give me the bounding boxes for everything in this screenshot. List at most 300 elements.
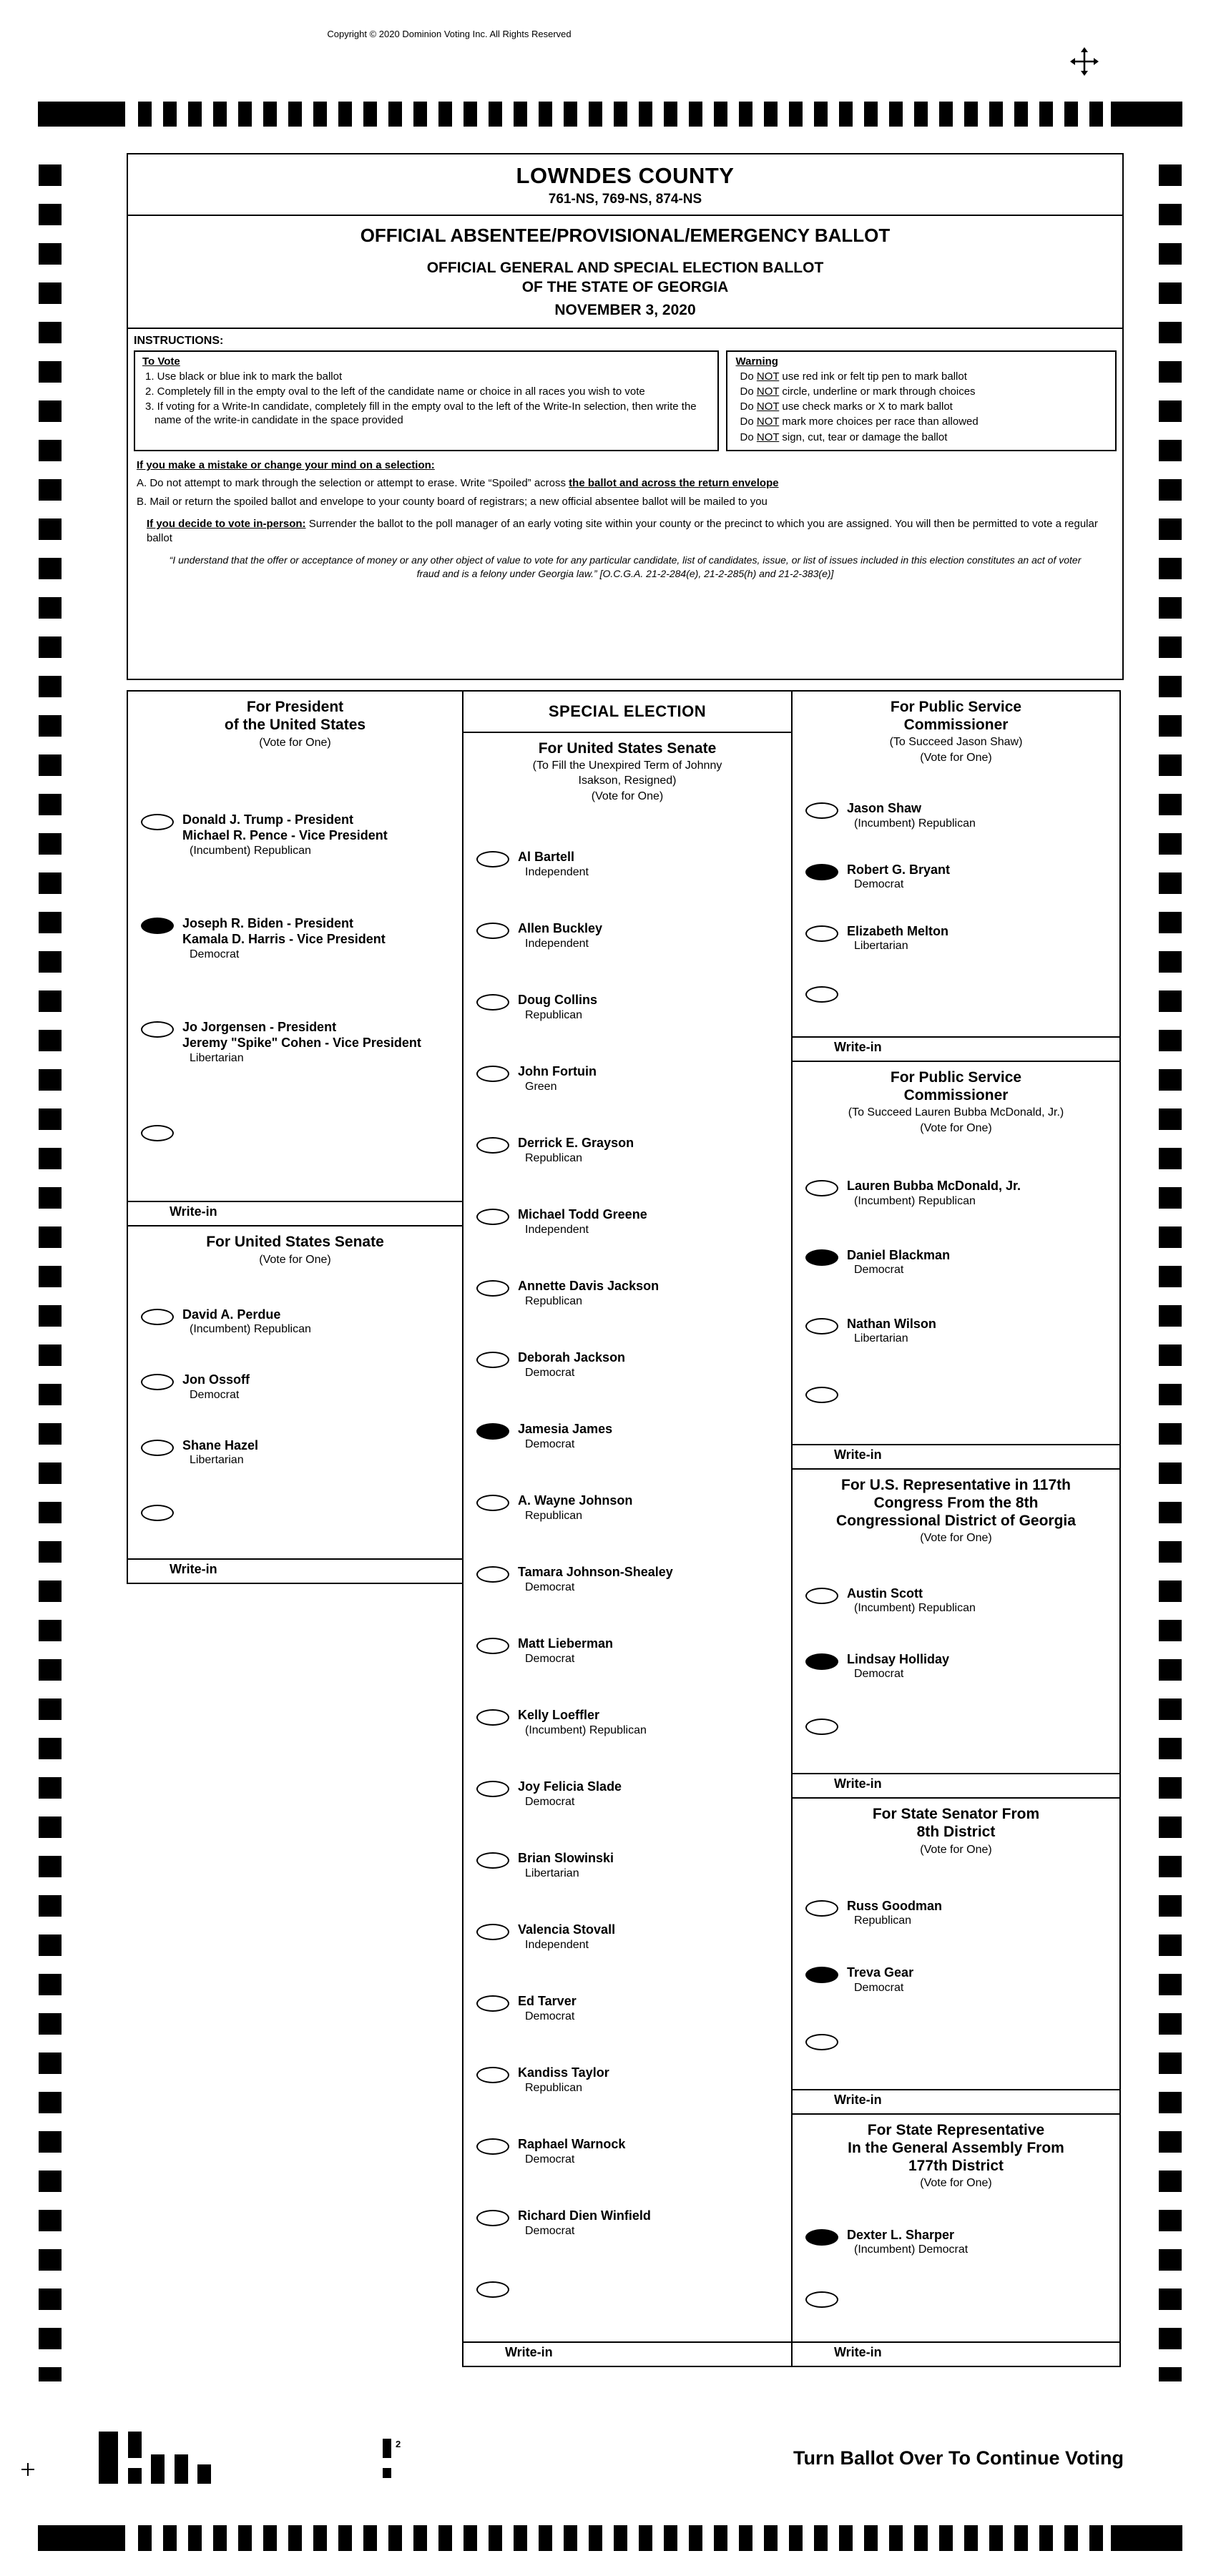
turn-ballot-over-text: Turn Ballot Over To Continue Voting	[793, 2447, 1124, 2469]
ballot-code-mark	[197, 2464, 211, 2484]
candidate-text	[182, 1307, 311, 1337]
candidate-party: Democrat	[854, 1668, 904, 1681]
write-in-option	[793, 1716, 1119, 1735]
candidate-party: Democrat	[854, 1981, 904, 1994]
voter-fraud-oath: “I understand that the offer or acceptance of money or any other object of value to vote for any particular candidate, list of candidates, issue, or list of issues included in this election constitutes an act of voter fraud and is a felony under Georgia law.” [O.C.G.A. 21-2-284(e), 21-2-285(h) and 21-2-383(e)]	[169, 554, 1082, 580]
write-in-label: Write-in	[834, 2093, 882, 2107]
candidate-list	[793, 767, 1119, 1036]
candidate-party: Republican	[525, 2081, 583, 2094]
ballot-oval[interactable]	[476, 1995, 509, 2012]
write-in-area	[793, 1036, 1119, 1061]
race-title: Commissioner	[903, 1086, 1009, 1103]
race-title: Congressional District of Georgia	[836, 1512, 1076, 1529]
candidate-text	[518, 2208, 651, 2238]
candidate-party: Independent	[525, 937, 589, 950]
candidate-name: Raphael Warnock	[518, 2137, 626, 2152]
race-box	[127, 690, 464, 1226]
race-title: Congress From the 8th	[873, 1494, 1039, 1511]
race-title: of the United States	[224, 716, 366, 733]
to-vote-instruction: 3. If voting for a Write-In candidate, completely fill in the empty oval to the left of the Write-In selection, then write the name of the write-in candidate in the space provided	[145, 400, 697, 427]
write-in-label: Write-in	[170, 1204, 217, 1219]
registration-crosshair-icon	[1069, 46, 1100, 77]
ballot-oval[interactable]	[476, 1495, 509, 1511]
ballot-oval-filled[interactable]	[805, 1249, 838, 1266]
candidate-name: Doug Collins	[518, 993, 597, 1008]
vote-for-instruction: (Vote for One)	[920, 1843, 992, 1856]
mistake-instruction: B. Mail or return the spoiled ballot and envelope to your county board of registrars; a new official absentee ballot will be mailed to you	[137, 495, 768, 508]
candidate-text	[847, 1247, 950, 1278]
ballot-oval[interactable]	[141, 814, 174, 830]
race-header	[793, 1799, 1119, 1859]
ballot-oval[interactable]	[141, 1021, 174, 1038]
ballot-oval[interactable]	[476, 923, 509, 939]
candidate-name: David A. Perdue	[182, 1307, 281, 1322]
write-in-label: Write-in	[834, 1040, 882, 1054]
vote-for-instruction: (Vote for One)	[920, 751, 992, 764]
race-box	[127, 1225, 464, 1584]
write-in-oval[interactable]	[141, 1125, 174, 1141]
ballot-oval[interactable]	[476, 1566, 509, 1583]
candidate-text	[518, 849, 589, 880]
race-header	[793, 2115, 1119, 2193]
ballot-oval-filled[interactable]	[805, 1967, 838, 1983]
ballot-oval[interactable]	[476, 2138, 509, 2155]
ballot-oval[interactable]	[805, 1318, 838, 1334]
candidate-row	[793, 1178, 1119, 1209]
ballot-oval[interactable]	[805, 802, 838, 819]
candidate-text	[518, 1135, 634, 1166]
candidate-list	[793, 1859, 1119, 2089]
mistake-items	[137, 476, 1114, 508]
candidate-list	[464, 806, 791, 2341]
candidate-text	[518, 920, 602, 951]
candidate-row	[128, 1437, 462, 1468]
ballot-column-1	[127, 690, 464, 1584]
mistake-instructions	[128, 451, 1122, 509]
copyright-notice: Copyright © 2020 Dominion Voting Inc. All Rights Reserved	[327, 29, 572, 39]
candidate-row	[464, 1707, 791, 1738]
candidate-row	[793, 1651, 1119, 1682]
ballot-oval-filled[interactable]	[805, 2229, 838, 2246]
candidate-text	[847, 800, 976, 831]
candidate-text	[518, 1278, 659, 1309]
candidate-name: Shane Hazel	[182, 1437, 259, 1452]
candidate-row	[464, 1421, 791, 1452]
candidate-party: Independent	[525, 865, 589, 878]
timing-mark-row	[138, 2525, 1105, 2551]
candidate-row	[128, 812, 462, 859]
candidate-text	[182, 1019, 421, 1066]
candidate-name: Tamara Johnson-Shealey	[518, 1565, 673, 1580]
candidate-row	[464, 1850, 791, 1881]
race-title: For State Representative	[867, 2122, 1045, 2138]
candidate-row	[793, 1247, 1119, 1278]
ballot-code-mark	[383, 2439, 391, 2458]
candidate-text	[847, 1178, 1021, 1209]
candidate-text	[518, 1779, 622, 1809]
precinct-codes: 761-NS, 769-NS, 874-NS	[548, 192, 702, 207]
candidate-name: Lauren Bubba McDonald, Jr.	[847, 1179, 1021, 1194]
warning-instruction: Do NOT circle, underline or mark through choices	[740, 385, 976, 398]
candidate-name: Joseph R. Biden - President	[182, 915, 354, 930]
candidate-text	[847, 923, 948, 954]
candidate-row	[464, 920, 791, 951]
ballot-type-title: OFFICIAL ABSENTEE/PROVISIONAL/EMERGENCY BALLOT	[360, 225, 891, 246]
candidate-row	[464, 1206, 791, 1237]
ballot-oval[interactable]	[476, 1280, 509, 1297]
candidate-name: Jason Shaw	[847, 801, 922, 816]
ballot-oval-filled[interactable]	[805, 864, 838, 880]
candidate-party: (Incumbent) Republican	[190, 844, 311, 857]
candidate-row	[464, 1350, 791, 1380]
candidate-text	[518, 1564, 673, 1595]
candidate-row	[464, 1063, 791, 1094]
ballot-oval[interactable]	[476, 1137, 509, 1154]
candidate-party: Democrat	[525, 2224, 575, 2237]
candidate-name: John Fortuin	[518, 1064, 597, 1079]
ballot-oval[interactable]	[141, 1309, 174, 1325]
candidate-text	[518, 1922, 615, 1952]
candidate-text	[847, 1965, 913, 1995]
candidate-party: Libertarian	[854, 1332, 908, 1345]
mistake-title: If you make a mistake or change your mind on a selection:	[137, 458, 435, 471]
write-in-label: Write-in	[834, 1447, 882, 1462]
candidate-party: (Incumbent) Republican	[190, 1323, 311, 1336]
ballot-oval[interactable]	[476, 1924, 509, 1940]
write-in-option	[128, 1503, 462, 1521]
candidate-row	[464, 1493, 791, 1523]
ballot-header-section	[127, 153, 1124, 680]
race-subtitle: (To Succeed Lauren Bubba McDonald, Jr.)	[848, 1106, 1064, 1119]
candidate-text	[182, 915, 386, 963]
candidate-text	[847, 1651, 949, 1682]
ballot-column-2	[462, 690, 793, 2367]
candidate-party: Democrat	[525, 1366, 575, 1379]
ballot-oval[interactable]	[141, 1374, 174, 1390]
ballot-code-mark	[175, 2454, 188, 2484]
timing-mark-column	[39, 164, 62, 2381]
ballot-oval[interactable]	[476, 2067, 509, 2083]
ballot-oval[interactable]	[476, 851, 509, 867]
candidate-name: Kandiss Taylor	[518, 2065, 609, 2080]
race-title: For State Senator From	[872, 1806, 1040, 1822]
candidate-row	[464, 1278, 791, 1309]
to-vote-title: To Vote	[142, 355, 180, 368]
candidate-party: Democrat	[525, 1437, 575, 1450]
write-in-oval[interactable]	[805, 1719, 838, 1735]
candidate-party: Green	[525, 1080, 557, 1093]
write-in-area	[464, 2341, 791, 2366]
candidate-name: Lindsay Holliday	[847, 1651, 950, 1666]
write-in-oval[interactable]	[476, 2281, 509, 2298]
candidate-party: Democrat	[525, 1580, 575, 1593]
write-in-option	[793, 984, 1119, 1003]
ballot-oval[interactable]	[476, 1352, 509, 1368]
special-election-header: SPECIAL ELECTION	[462, 690, 793, 733]
write-in-label: Write-in	[834, 1776, 882, 1791]
candidate-name: Treva Gear	[847, 1965, 914, 1980]
candidate-row	[128, 915, 462, 963]
write-in-oval[interactable]	[805, 2291, 838, 2308]
ballot-column-3	[791, 690, 1121, 2367]
candidate-party: Democrat	[525, 2010, 575, 2022]
candidate-party: Republican	[854, 1914, 912, 1927]
race-subtitle: (To Succeed Jason Shaw)	[889, 735, 1023, 748]
candidate-text	[847, 862, 950, 893]
candidate-row	[793, 2227, 1119, 2258]
race-title: Commissioner	[903, 716, 1009, 733]
warning-items	[735, 370, 1108, 444]
county-name: LOWNDES COUNTY	[516, 163, 735, 188]
timing-mark	[1111, 102, 1182, 127]
ballot-oval[interactable]	[476, 1638, 509, 1654]
ballot-code-mark	[151, 2454, 165, 2484]
candidate-name: Daniel Blackman	[847, 1247, 951, 1262]
timing-mark-row	[138, 102, 1105, 127]
write-in-oval[interactable]	[805, 986, 838, 1003]
ballot-code-mark	[128, 2468, 142, 2484]
write-in-area	[793, 2089, 1119, 2113]
candidate-party: Democrat	[854, 1264, 904, 1277]
candidate-row	[464, 1922, 791, 1952]
write-in-oval[interactable]	[805, 1387, 838, 1403]
mistake-instruction: A. Do not attempt to mark through the selection or attempt to erase. Write “Spoiled” across the ballot and across the return envelope	[137, 477, 779, 490]
candidate-party: (Incumbent) Republican	[854, 817, 976, 830]
candidate-name: Nathan Wilson	[847, 1316, 936, 1331]
in-person-title: If you decide to vote in-person:	[147, 518, 306, 531]
candidate-list	[128, 752, 462, 1201]
county-header	[128, 154, 1122, 216]
ballot-oval[interactable]	[805, 925, 838, 942]
warning-title: Warning	[735, 355, 778, 368]
candidate-text	[182, 812, 388, 859]
candidate-text	[847, 2227, 968, 2258]
candidate-row	[128, 1307, 462, 1337]
race-title: 177th District	[908, 2157, 1004, 2174]
candidate-row	[793, 1586, 1119, 1616]
candidate-text	[518, 1350, 625, 1380]
candidate-text	[518, 1993, 577, 2024]
timing-mark	[38, 102, 125, 127]
candidate-row	[128, 1372, 462, 1402]
candidate-name: Jeremy "Spike" Cohen - Vice President	[182, 1036, 421, 1051]
candidate-row	[464, 2208, 791, 2238]
candidate-name: Jon Ossoff	[182, 1372, 250, 1387]
race-header	[464, 733, 791, 806]
candidate-text	[518, 1206, 647, 1237]
election-title-line1: OFFICIAL GENERAL AND SPECIAL ELECTION BALLOT	[426, 260, 824, 276]
candidate-name: Brian Slowinski	[518, 1851, 614, 1866]
race-box	[462, 732, 793, 2367]
vote-for-instruction: (Vote for One)	[920, 2177, 992, 2190]
candidate-row	[793, 1316, 1119, 1347]
write-in-label: Write-in	[505, 2345, 553, 2359]
write-in-option	[793, 2289, 1119, 2308]
candidate-party: Republican	[525, 1008, 583, 1021]
write-in-area	[793, 1444, 1119, 1468]
ballot-code-mark	[383, 2468, 391, 2478]
candidate-name: Matt Lieberman	[518, 1636, 614, 1651]
vote-for-instruction: (Vote for One)	[591, 790, 664, 802]
candidate-name: A. Wayne Johnson	[518, 1493, 633, 1508]
candidate-text	[182, 1437, 258, 1468]
candidate-row	[793, 800, 1119, 831]
ballot-oval[interactable]	[805, 1180, 838, 1196]
write-in-label: Write-in	[834, 2345, 882, 2359]
candidate-party: (Incumbent) Republican	[525, 1724, 647, 1736]
candidate-name: Valencia Stovall	[518, 1922, 616, 1937]
race-title: In the General Assembly From	[848, 2139, 1064, 2156]
sheet-number: 2	[396, 2439, 401, 2449]
timing-mark	[38, 2525, 125, 2551]
write-in-option	[793, 1385, 1119, 1403]
race-box	[791, 2113, 1121, 2367]
candidate-text	[518, 1707, 647, 1738]
candidate-name: Kamala D. Harris - Vice President	[182, 932, 386, 947]
candidate-name: Ed Tarver	[518, 1994, 577, 2009]
candidate-name: Al Bartell	[518, 850, 575, 865]
ballot-code-mark	[128, 2432, 142, 2458]
timing-mark-column	[1159, 164, 1182, 2381]
in-person-text: Surrender the ballot to the poll manager of an early voting site within your county or the precinct to which you are assigned. You will then be permitted to vote a regular ballot	[147, 518, 1098, 544]
candidate-name: Annette Davis Jackson	[518, 1279, 659, 1294]
candidate-row	[464, 1135, 791, 1166]
race-header	[793, 1062, 1119, 1138]
write-in-option	[793, 2032, 1119, 2050]
registration-plus-mark	[21, 2463, 34, 2476]
candidate-row	[793, 862, 1119, 893]
candidate-row	[464, 2136, 791, 2167]
candidate-party: Democrat	[525, 1795, 575, 1808]
candidate-text	[847, 1316, 936, 1347]
candidate-party: (Incumbent) Republican	[854, 1194, 976, 1207]
race-title: For United States Senate	[538, 740, 717, 757]
candidate-name: Dexter L. Sharper	[847, 2227, 955, 2242]
candidate-party: Democrat	[854, 878, 904, 891]
in-person-instructions	[128, 508, 1122, 545]
candidate-row	[793, 923, 1119, 954]
candidate-party: (Incumbent) Republican	[854, 1602, 976, 1615]
ballot-oval[interactable]	[476, 1781, 509, 1797]
candidate-text	[182, 1372, 250, 1402]
ballot-oval[interactable]	[141, 1440, 174, 1456]
candidate-row	[464, 992, 791, 1023]
candidate-text	[518, 1850, 614, 1881]
to-vote-box	[134, 350, 719, 451]
vote-for-instruction: (Vote for One)	[920, 1532, 992, 1545]
ballot-oval-filled[interactable]	[476, 1423, 509, 1440]
election-title	[128, 258, 1122, 298]
candidate-text	[518, 1636, 613, 1666]
candidate-name: Jamesia James	[518, 1422, 613, 1437]
candidate-party: (Incumbent) Democrat	[854, 2243, 969, 2256]
candidate-name: Richard Dien Winfield	[518, 2208, 651, 2223]
candidate-row	[464, 1993, 791, 2024]
warning-instruction: Do NOT mark more choices per race than allowed	[740, 416, 979, 428]
race-box	[791, 1061, 1121, 1470]
ballot-oval[interactable]	[805, 1900, 838, 1917]
candidate-text	[518, 992, 597, 1023]
to-vote-instruction: 1. Use black or blue ink to mark the ballot	[145, 370, 343, 383]
candidate-party: Libertarian	[190, 1454, 244, 1467]
race-header	[793, 692, 1119, 767]
candidate-party: Democrat	[525, 1652, 575, 1665]
ballot-oval-filled[interactable]	[141, 918, 174, 934]
candidate-row	[464, 1779, 791, 1809]
write-in-area	[793, 1773, 1119, 1797]
ballot-oval[interactable]	[476, 1709, 509, 1726]
candidate-party: Independent	[525, 1938, 589, 1951]
candidate-row	[128, 1019, 462, 1066]
candidate-text	[518, 1063, 597, 1094]
candidate-text	[518, 2065, 609, 2095]
race-box	[791, 690, 1121, 1062]
ballot-oval[interactable]	[476, 1852, 509, 1869]
write-in-option	[464, 2279, 791, 2298]
timing-mark	[1111, 2525, 1182, 2551]
ballot-oval[interactable]	[805, 1588, 838, 1604]
race-title: For President	[246, 699, 344, 715]
candidate-list	[793, 1138, 1119, 1444]
candidate-name: Jo Jorgensen - President	[182, 1019, 337, 1034]
candidate-list	[793, 2193, 1119, 2341]
race-subtitle: Isakson, Resigned)	[578, 774, 677, 787]
candidate-name: Donald J. Trump - President	[182, 812, 354, 827]
candidate-row	[793, 1898, 1119, 1929]
race-header	[128, 1226, 462, 1269]
race-title: 8th District	[916, 1823, 996, 1840]
candidate-name: Robert G. Bryant	[847, 862, 951, 877]
candidate-party: Libertarian	[525, 1867, 579, 1879]
race-box	[791, 1797, 1121, 2115]
candidate-text	[518, 1493, 632, 1523]
ballot-oval[interactable]	[476, 1066, 509, 1082]
instructions-row	[128, 350, 1122, 451]
candidate-party: Republican	[525, 1151, 583, 1164]
to-vote-items	[142, 370, 710, 428]
write-in-area	[128, 1201, 462, 1225]
candidate-text	[518, 1421, 612, 1452]
candidate-name: Deborah Jackson	[518, 1350, 626, 1365]
write-in-option	[128, 1123, 462, 1141]
ballot-oval[interactable]	[476, 994, 509, 1011]
race-title: For United States Senate	[206, 1234, 384, 1250]
candidate-name: Kelly Loeffler	[518, 1708, 600, 1723]
race-subtitle: (To Fill the Unexpired Term of Johnny	[532, 759, 722, 772]
warning-instruction: Do NOT sign, cut, tear or damage the ballot	[740, 431, 948, 443]
candidate-party: Democrat	[525, 2153, 575, 2165]
write-in-oval[interactable]	[141, 1505, 174, 1521]
candidate-party: Libertarian	[854, 940, 908, 953]
vote-for-instruction: (Vote for One)	[259, 736, 331, 749]
vote-for-instruction: (Vote for One)	[920, 1121, 992, 1134]
candidate-row	[793, 1965, 1119, 1995]
ballot-oval[interactable]	[476, 2210, 509, 2226]
election-title-line2: OF THE STATE OF GEORGIA	[521, 279, 729, 296]
candidate-name: Russ Goodman	[847, 1898, 943, 1913]
ballot-oval-filled[interactable]	[805, 1653, 838, 1670]
race-header	[128, 692, 462, 752]
write-in-label: Write-in	[170, 1562, 217, 1576]
candidate-name: Michael R. Pence - Vice President	[182, 828, 388, 843]
write-in-oval[interactable]	[805, 2034, 838, 2050]
candidate-party: Democrat	[190, 948, 240, 960]
to-vote-instruction: 2. Completely fill in the empty oval to the left of the candidate name or choice in all races you wish to vote	[145, 385, 645, 398]
candidate-party: Republican	[525, 1509, 583, 1522]
candidate-party: Independent	[525, 1223, 589, 1236]
ballot-oval[interactable]	[476, 1209, 509, 1225]
election-date: NOVEMBER 3, 2020	[128, 302, 1122, 329]
